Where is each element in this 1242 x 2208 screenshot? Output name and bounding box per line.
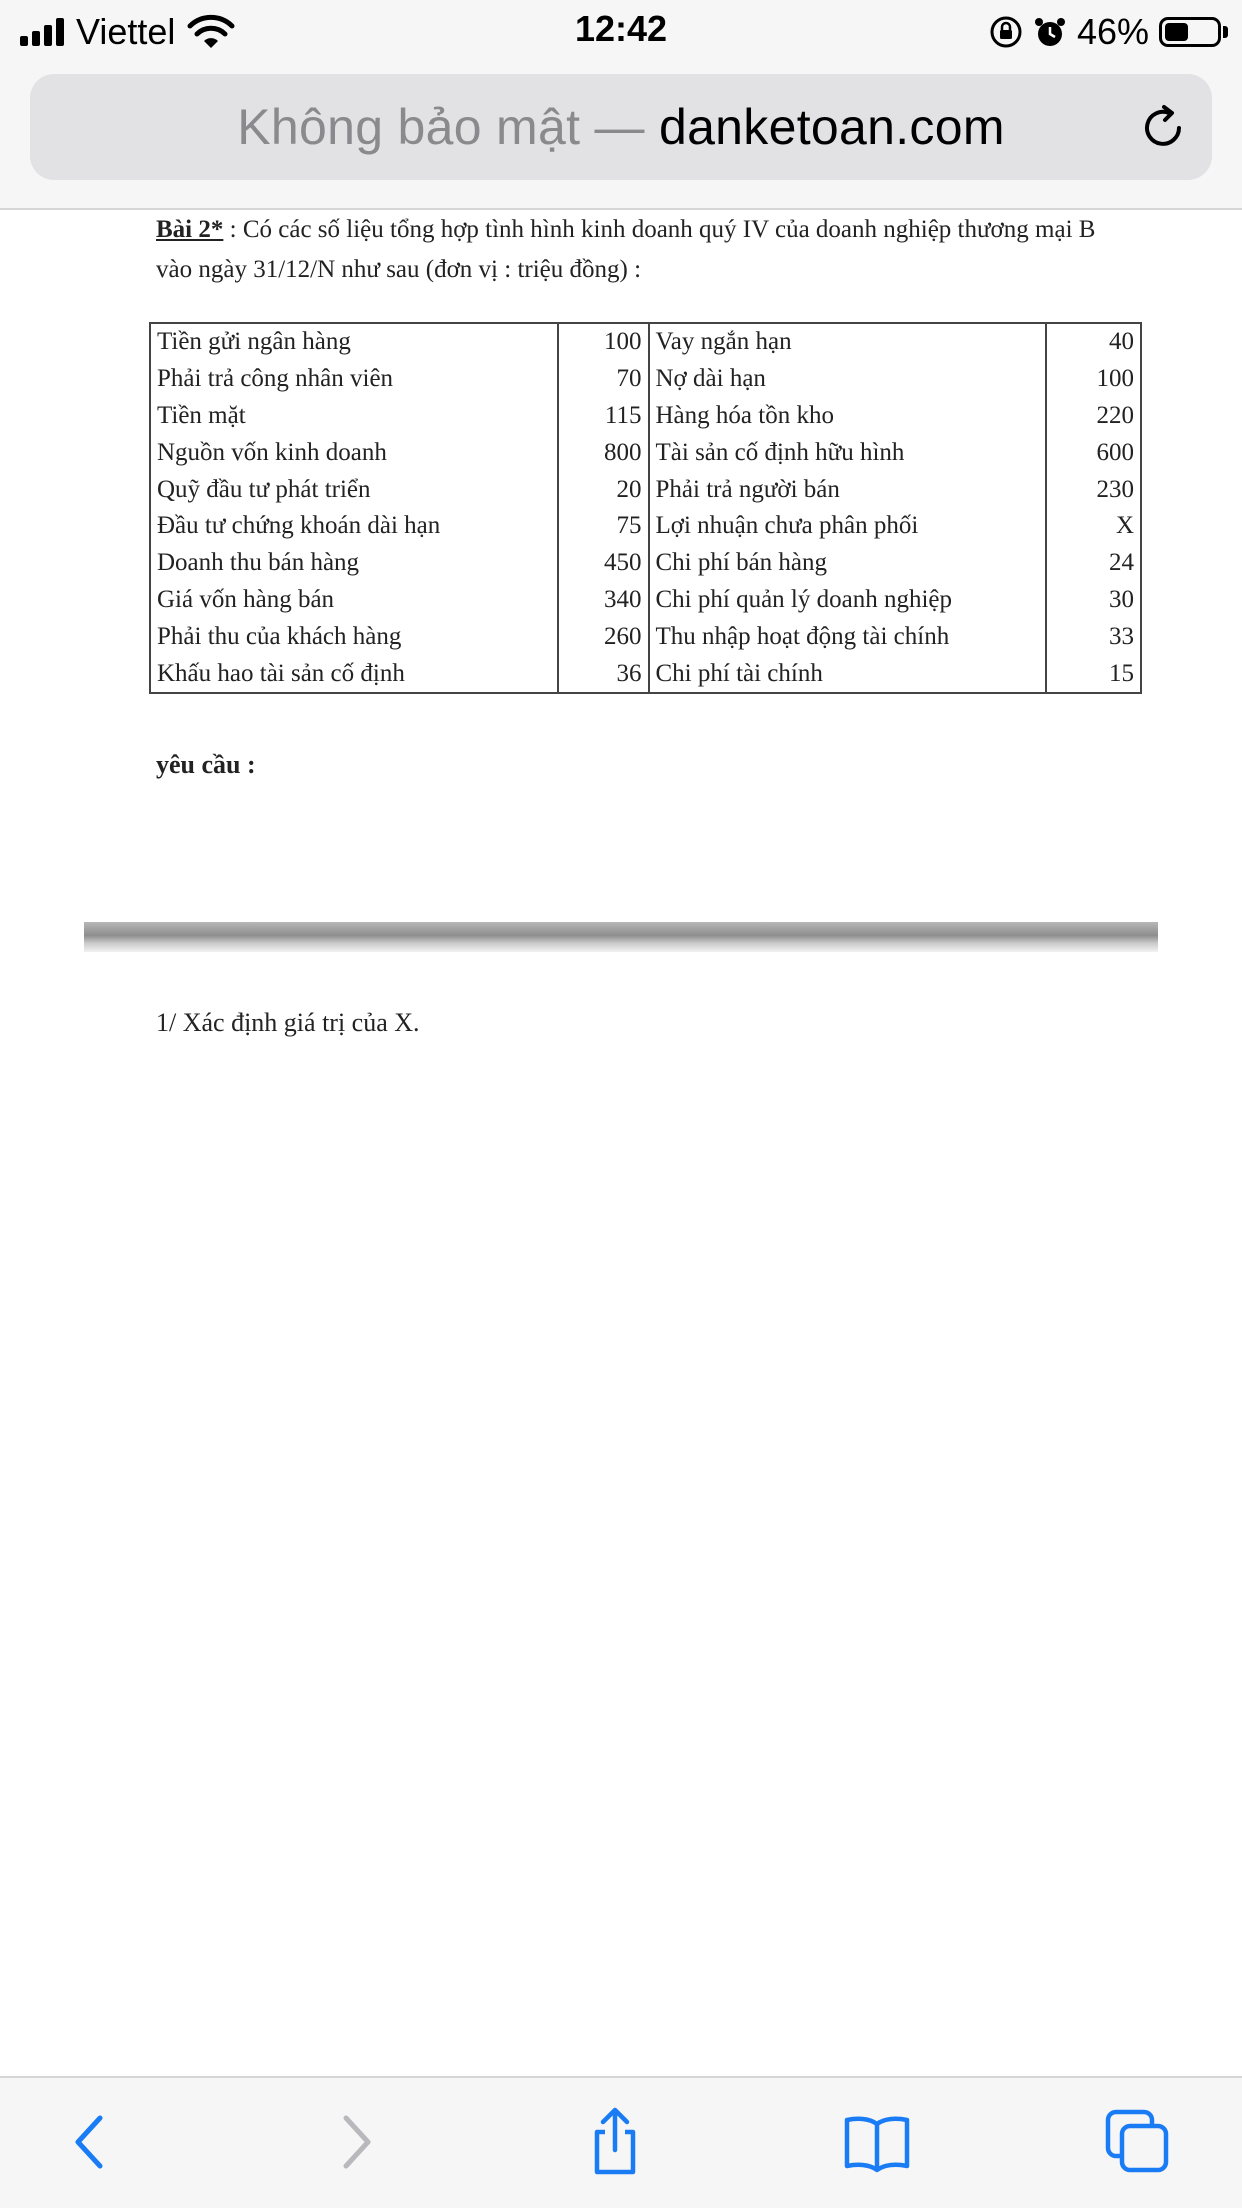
status-right [989,10,1228,54]
back-icon [56,2106,128,2178]
right-label-cell: Chi phí quản lý doanh nghiệp [649,582,1047,619]
exercise-text: : Có các số liệu tổng hợp tình hình kinh doanh quý IV của doanh nghiệp thương mại B vào ngày 31/12/N như sau (đơn vị : triệu đồng) : [156,216,1096,283]
battery-icon [1159,17,1221,47]
url-text[interactable] [30,74,1212,180]
left-label-cell: Tiền mặt [150,398,558,435]
address-bar[interactable] [30,74,1212,180]
tabs-icon [1102,2106,1174,2178]
table-row [150,508,1141,545]
right-label-cell: Tài sản cố định hữu hình [649,434,1047,471]
page-separator [84,922,1158,952]
left-value-cell: 800 [558,434,649,471]
right-value-cell: 220 [1046,398,1141,435]
left-value-cell: 20 [558,471,649,508]
table-row [150,655,1141,693]
security-label: Không bảo mật — [237,99,645,155]
battery-percent: 46% [1076,11,1149,52]
battery-fill [1165,23,1188,41]
right-value-cell: 230 [1046,471,1141,508]
right-value-cell: 15 [1046,655,1141,693]
question-1: 1/ Xác định giá trị của X. [156,1008,420,1037]
forward-button[interactable] [318,2106,390,2178]
domain-label: danketoan.com [658,99,1005,155]
right-label-cell: Nợ dài hạn [649,361,1047,398]
table-row [150,582,1141,619]
forward-icon [318,2106,390,2178]
back-button[interactable] [56,2106,128,2178]
left-value-cell: 75 [558,508,649,545]
status-bar [0,0,1242,64]
right-value-cell: X [1046,508,1141,545]
table-row [150,323,1141,361]
left-value-cell: 70 [558,361,649,398]
browser-header [0,64,1242,210]
battery-tip [1223,26,1228,38]
right-value-cell: 100 [1046,361,1141,398]
data-table [149,322,1142,694]
table-row [150,398,1141,435]
right-label-cell: Lợi nhuận chưa phân phối [649,508,1047,545]
left-label-cell: Phải trả công nhân viên [150,361,558,398]
left-label-cell: Tiền gửi ngân hàng [150,323,558,361]
left-value-cell: 100 [558,323,649,361]
left-label-cell: Phải thu của khách hàng [150,618,558,655]
bookmarks-icon [841,2106,913,2178]
exercise-intro [156,210,1096,290]
right-label-cell: Chi phí bán hàng [649,545,1047,582]
alarm-icon [1033,15,1067,49]
clock: 12:42 [574,8,668,49]
right-label-cell: Phải trả người bán [649,471,1047,508]
right-value-cell: 33 [1046,618,1141,655]
reload-icon[interactable] [1138,103,1188,153]
table-row [150,618,1141,655]
left-value-cell: 260 [558,618,649,655]
left-label-cell: Quỹ đầu tư phát triển [150,471,558,508]
right-value-cell: 600 [1046,434,1141,471]
left-label-cell: Đầu tư chứng khoán dài hạn [150,508,558,545]
table-row [150,361,1141,398]
table-row [150,471,1141,508]
left-value-cell: 36 [558,655,649,693]
left-label-cell: Khấu hao tài sản cố định [150,655,558,693]
requirement-heading: yêu cầu : [156,750,256,779]
right-label-cell: Chi phí tài chính [649,655,1047,693]
bottom-toolbar [0,2076,1242,2208]
left-value-cell: 340 [558,582,649,619]
tabs-button[interactable] [1102,2106,1174,2178]
share-button[interactable] [579,2106,651,2178]
left-label-cell: Doanh thu bán hàng [150,545,558,582]
right-label-cell: Thu nhập hoạt động tài chính [649,618,1047,655]
table-row [150,545,1141,582]
exercise-label: Bài 2* [156,216,224,243]
left-value-cell: 450 [558,545,649,582]
left-value-cell: 115 [558,398,649,435]
carrier-name: Viettel [76,11,176,52]
share-icon [579,2106,651,2178]
table-row [150,434,1141,471]
right-label-cell: Vay ngắn hạn [649,323,1047,361]
orientation-lock-icon [989,15,1023,49]
right-value-cell: 30 [1046,582,1141,619]
bookmarks-button[interactable] [841,2106,913,2178]
right-label-cell: Hàng hóa tồn kho [649,398,1047,435]
left-label-cell: Giá vốn hàng bán [150,582,558,619]
left-label-cell: Nguồn vốn kinh doanh [150,434,558,471]
right-value-cell: 40 [1046,323,1141,361]
right-value-cell: 24 [1046,545,1141,582]
